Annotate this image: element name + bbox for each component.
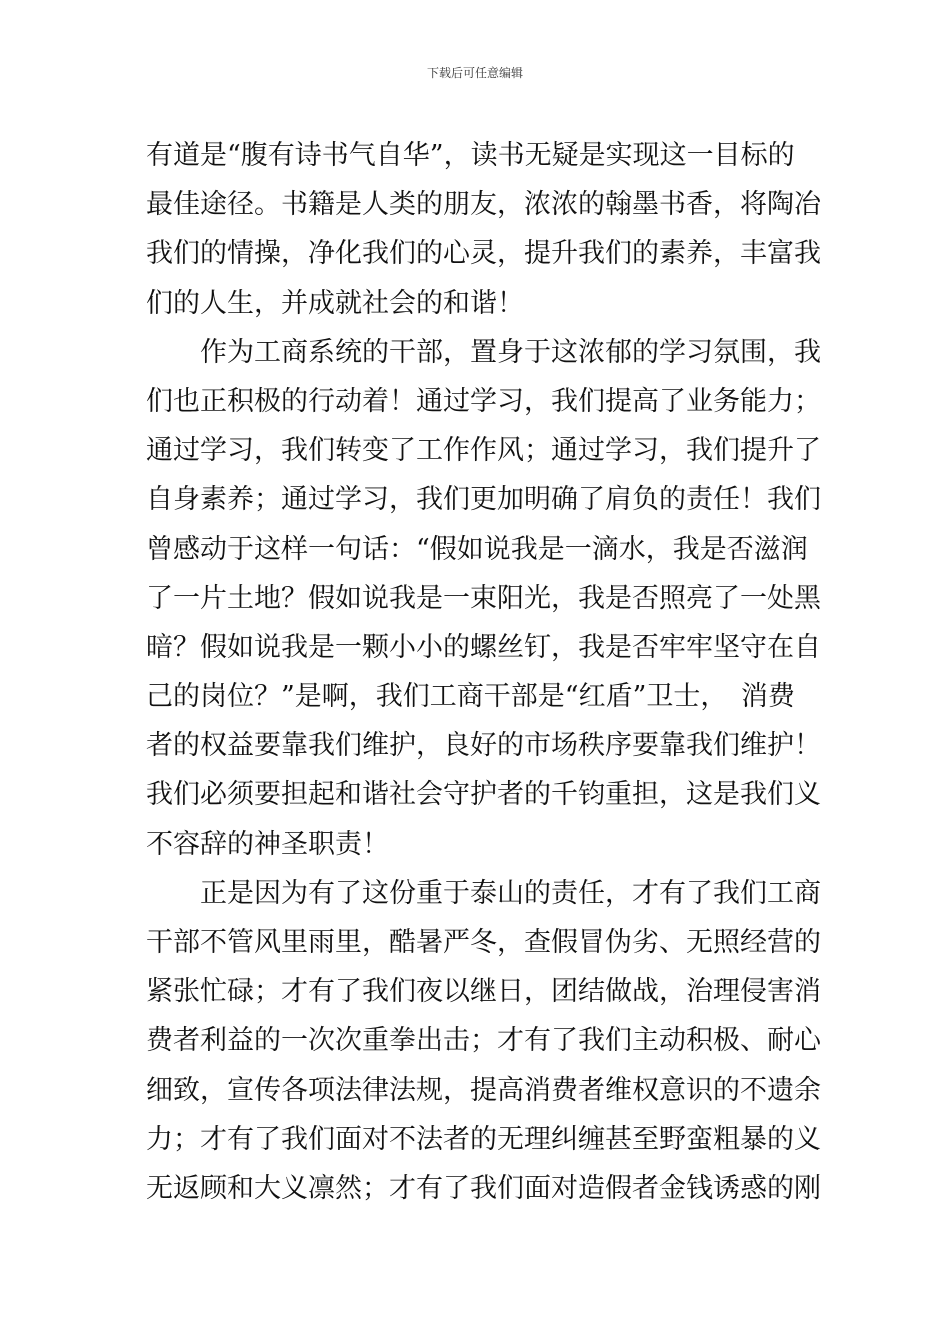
text-line: 作为工商系统的干部，置身于这浓郁的学习氛围，我 bbox=[146, 336, 821, 368]
text-line: 们也正积极的行动着！通过学习，我们提高了业务能力； bbox=[146, 385, 821, 417]
text-line: 最佳途径。书籍是人类的朋友，浓浓的翰墨书香，将陶冶 bbox=[146, 189, 821, 221]
body-text bbox=[146, 131, 821, 1213]
text-line: 正是因为有了这份重于泰山的责任，才有了我们工商 bbox=[146, 877, 821, 909]
text-line: 我们的情操，净化我们的心灵，提升我们的素养，丰富我 bbox=[146, 238, 821, 270]
text-line: 费者利益的一次次重拳出击；才有了我们主动积极、耐心 bbox=[146, 1025, 821, 1057]
text-line: 曾感动于这样一句话：“假如说我是一滴水，我是否滋润 bbox=[146, 533, 808, 565]
text-line: 们的人生，并成就社会的和谐！ bbox=[146, 287, 524, 319]
text-line: 无返顾和大义凛然；才有了我们面对造假者金钱诱惑的刚 bbox=[146, 1172, 821, 1204]
text-line: 力；才有了我们面对不法者的无理纠缠甚至野蛮粗暴的义 bbox=[146, 1123, 821, 1155]
text-line: 者的权益要靠我们维护，良好的市场秩序要靠我们维护！ bbox=[146, 730, 821, 762]
text-line: 我们必须要担起和谐社会守护者的千钧重担，这是我们义 bbox=[146, 779, 821, 811]
text-line: 通过学习，我们转变了工作作风；通过学习，我们提升了 bbox=[146, 435, 821, 467]
text-line: 了一片土地？假如说我是一束阳光，我是否照亮了一处黑 bbox=[146, 582, 821, 614]
text-line: 自身素养；通过学习，我们更加明确了肩负的责任！我们 bbox=[146, 484, 821, 516]
text-line: 暗？假如说我是一颗小小的螺丝钉，我是否牢牢坚守在自 bbox=[146, 631, 821, 663]
text-line: 干部不管风里雨里，酷暑严冬，查假冒伪劣、无照经营的 bbox=[146, 927, 821, 958]
text-line: 有道是“腹有诗书气自华”，读书无疑是实现这一目标的 bbox=[146, 140, 795, 171]
text-line: 细致，宣传各项法律法规，提高消费者维权意识的不遗余 bbox=[146, 1074, 821, 1106]
text-line: 紧张忙碌；才有了我们夜以继日，团结做战，治理侵害消 bbox=[146, 976, 821, 1008]
page-header: 下载后可任意编辑 bbox=[426, 66, 523, 80]
text-line: 不容辞的神圣职责！ bbox=[146, 828, 389, 860]
text-line: 己的岗位？”是啊，我们工商干部是“红盾”卫士， 消费 bbox=[146, 681, 795, 713]
